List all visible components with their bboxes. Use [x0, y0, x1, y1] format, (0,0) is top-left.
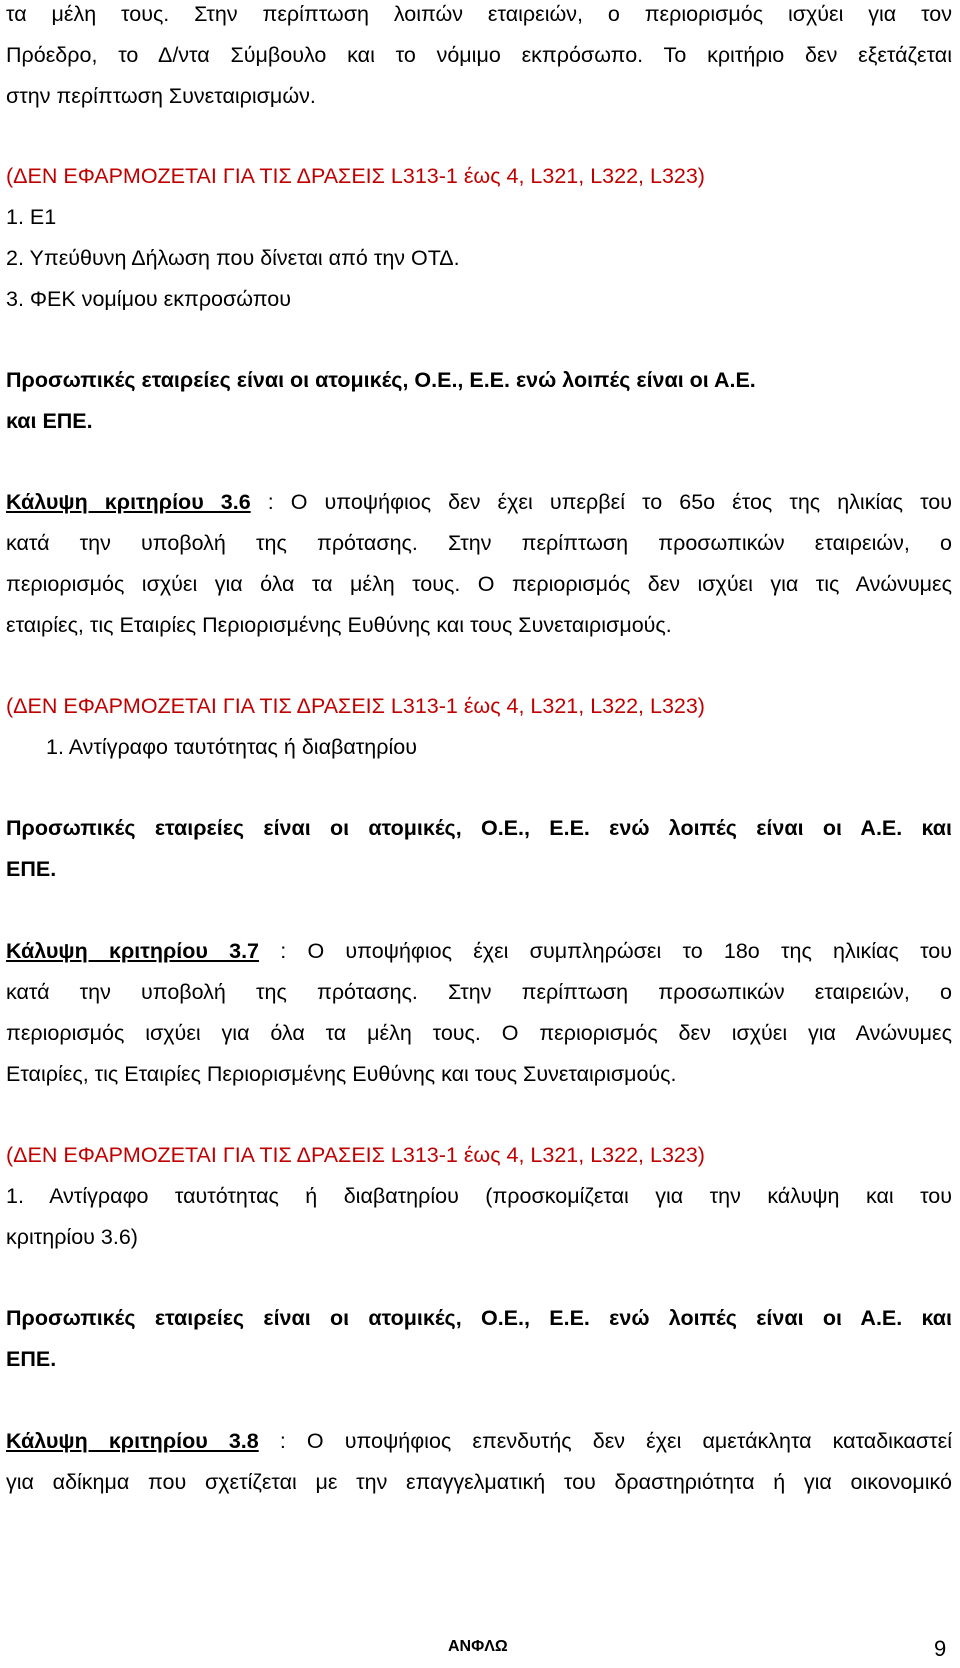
criterion-3-8-line-1: Κάλυψη κριτηρίου 3.8 : Ο υποψήφιος επενδυτής δεν έχει αμετάκλητα καταδικαστεί	[6, 1429, 952, 1453]
intro-line-1: τα μέλη τους. Στην περίπτωση λοιπών εταιρειών, ο περιορισμός ισχύει για τον	[6, 2, 952, 26]
company-note-2a: Προσωπικές εταιρείες είναι οι ατομικές, Ο.Ε., Ε.Ε. ενώ λοιπές είναι οι Α.Ε. και	[6, 816, 952, 840]
list-item-id-copy-2b: κριτηρίου 3.6)	[6, 1225, 138, 1249]
intro-line-3: στην περίπτωση Συνεταιρισμών.	[6, 84, 316, 108]
company-note-1a: Προσωπικές εταιρείες είναι οι ατομικές, Ο.Ε., Ε.Ε. ενώ λοιπές είναι οι Α.Ε.	[6, 368, 756, 392]
page-number: 9	[934, 1636, 947, 1661]
criterion-3-8-line-2: για αδίκημα που σχετίζεται με την επαγγελματική του δραστηριότητα ή για οικονομικό	[6, 1470, 952, 1494]
criterion-3-6-line-1: Κάλυψη κριτηρίου 3.6 : Ο υποψήφιος δεν έχει υπερβεί το 65ο έτος της ηλικίας του	[6, 490, 952, 514]
list-item-declaration: 2. Υπεύθυνη Δήλωση που δίνεται από την ΟΤΔ.	[6, 246, 460, 270]
criterion-3-6-line-4: εταιρίες, τις Εταιρίες Περιορισμένης Ευθύνης και τους Συνεταιρισμούς.	[6, 613, 672, 637]
company-note-3b: ΕΠΕ.	[6, 1347, 57, 1371]
list-item-id-copy-2a: 1. Αντίγραφο ταυτότητας ή διαβατηρίου (προσκομίζεται για την κάλυψη και του	[6, 1184, 952, 1208]
footer-org-name: ΑΝΦΛΩ	[448, 1638, 508, 1655]
list-item-fek: 3. ΦΕΚ νομίμου εκπροσώπου	[6, 287, 292, 311]
criterion-3-7-label: Κάλυψη κριτηρίου 3.7	[6, 939, 259, 963]
criterion-3-6-line-2: κατά την υποβολή της πρότασης. Στην περίπτωση προσωπικών εταιρειών, ο	[6, 531, 952, 555]
red-heading-2: (ΔΕΝ ΕΦΑΡΜΟΖΕΤΑΙ ΓΙΑ ΤΙΣ ΔΡΑΣΕΙΣ L313-1 έως 4, L321, L322, L323)	[6, 694, 705, 718]
intro-line-2: Πρόεδρο, το Δ/ντα Σύμβουλο και το νόμιμο εκπρόσωπο. Το κριτήριο δεν εξετάζεται	[6, 43, 952, 67]
criterion-3-7-line-1: Κάλυψη κριτηρίου 3.7 : Ο υποψήφιος έχει συμπληρώσει το 18ο της ηλικίας του	[6, 939, 952, 963]
criterion-3-7-line-2: κατά την υποβολή της πρότασης. Στην περίπτωση προσωπικών εταιρειών, ο	[6, 980, 952, 1004]
red-heading-3: (ΔΕΝ ΕΦΑΡΜΟΖΕΤΑΙ ΓΙΑ ΤΙΣ ΔΡΑΣΕΙΣ L313-1 έως 4, L321, L322, L323)	[6, 1143, 705, 1167]
criterion-3-6-label: Κάλυψη κριτηρίου 3.6	[6, 490, 251, 514]
red-heading-1: (ΔΕΝ ΕΦΑΡΜΟΖΕΤΑΙ ΓΙΑ ΤΙΣ ΔΡΑΣΕΙΣ L313-1 έως 4, L321, L322, L323)	[6, 164, 705, 188]
criterion-3-6-line-3: περιορισμός ισχύει για όλα τα μέλη τους. Ο περιορισμός δεν ισχύει για τις Ανώνυμες	[6, 572, 952, 596]
criterion-3-7-line-4: Εταιρίες, τις Εταιρίες Περιορισμένης Ευθύνης και τους Συνεταιρισμούς.	[6, 1062, 677, 1086]
company-note-1b: και ΕΠΕ.	[6, 409, 93, 433]
criterion-3-7-line-3: περιορισμός ισχύει για όλα τα μέλη τους. Ο περιορισμός δεν ισχύει για Ανώνυμες	[6, 1021, 952, 1045]
list-item-e1: 1. Ε1	[6, 205, 57, 229]
criterion-3-8-label: Κάλυψη κριτηρίου 3.8	[6, 1429, 259, 1453]
company-note-3a: Προσωπικές εταιρείες είναι οι ατομικές, Ο.Ε., Ε.Ε. ενώ λοιπές είναι οι Α.Ε. και	[6, 1306, 952, 1330]
list-item-id-copy: 1. Αντίγραφο ταυτότητας ή διαβατηρίου	[46, 735, 417, 759]
company-note-2b: ΕΠΕ.	[6, 857, 57, 881]
